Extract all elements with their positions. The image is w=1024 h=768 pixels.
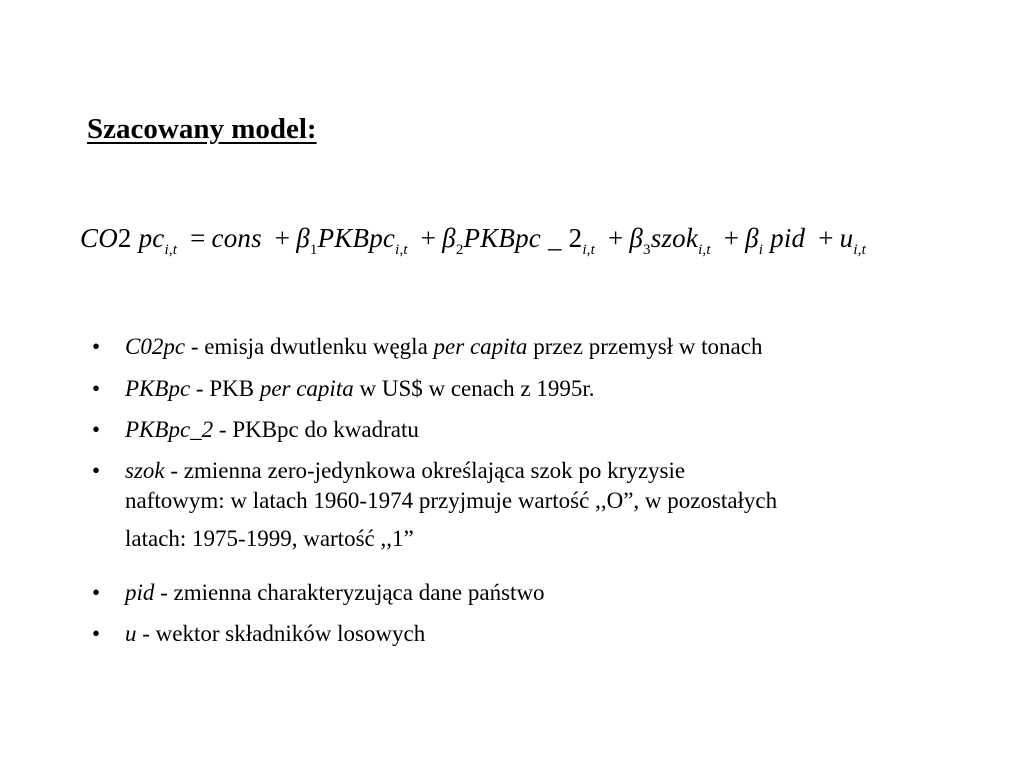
- list-item-text: [125, 458, 955, 552]
- definition-text: - zmienna zero-jedynkowa określająca szok po kryzysie: [164, 458, 686, 483]
- slide-title: Szacowany model:: [87, 113, 317, 145]
- term-pkbpc-2: PKBpc_2: [125, 417, 214, 442]
- eq-sub-b3: 3: [643, 242, 651, 258]
- eq-pkbpc: PKBpc: [463, 223, 541, 253]
- italic-text: per capita: [259, 376, 354, 401]
- bullet-dot: •: [92, 376, 101, 401]
- definition-text: - zmienna charakteryzująca dane państwo: [154, 580, 545, 605]
- eq-beta: β: [296, 223, 310, 253]
- term-pkbpc: PKBpc: [125, 376, 191, 401]
- bullet-dot: •: [92, 417, 101, 442]
- model-equation: [80, 223, 960, 267]
- term-szok: szok: [125, 458, 165, 483]
- definition-text: w US$ w cenach z 1995r.: [353, 376, 595, 401]
- eq-pid: pid: [770, 223, 806, 253]
- eq-2: 2: [568, 223, 583, 253]
- text-line: latach: 1975-1999, wartość ,,1”: [125, 526, 414, 551]
- definition-text: - wektor składników losowych: [136, 621, 426, 646]
- eq-sub-b2: 2: [455, 242, 464, 258]
- list-item-text: [125, 417, 955, 443]
- list-item-text: [125, 334, 955, 360]
- eq-cons: cons: [211, 223, 262, 253]
- eq-co: CO: [80, 223, 118, 253]
- eq-sub-it: i,t: [853, 242, 867, 258]
- eq-plus: +: [420, 223, 437, 253]
- eq-beta: β: [442, 223, 456, 253]
- text-line: naftowym: w latach 1960-1974 przyjmuje wartość ,,O”, w pozostałych: [125, 488, 778, 513]
- definition-text: - PKB: [190, 376, 260, 401]
- eq-plus: +: [723, 223, 740, 253]
- list-item-text: [125, 376, 955, 402]
- bullet-dot: •: [92, 580, 101, 605]
- eq-plus: +: [818, 223, 834, 253]
- eq-sub-it: i,t: [582, 242, 595, 258]
- eq-u: u: [839, 223, 854, 253]
- eq-plus: +: [607, 223, 624, 253]
- eq-pc: pc: [138, 223, 165, 253]
- term-co2pc: C02pc: [125, 334, 186, 359]
- definition-text: - PKBpc do kwadratu: [213, 417, 419, 442]
- eq-sub-bi: i: [758, 242, 764, 258]
- definition-text: - emisja dwutlenku węgla: [185, 334, 434, 359]
- eq-pkbpc: PKBpc: [317, 223, 396, 253]
- text-line: [125, 458, 955, 484]
- eq-plus: +: [274, 223, 291, 253]
- eq-beta: β: [745, 223, 759, 253]
- eq-szok: szok: [650, 223, 699, 253]
- eq-sub-b1: 1: [309, 242, 318, 258]
- eq-beta: β: [629, 223, 644, 253]
- bullet-dot: •: [92, 334, 101, 359]
- term-u: u: [125, 621, 137, 646]
- eq-sub-it: i,t: [395, 242, 408, 258]
- eq-underscore: _: [547, 223, 562, 253]
- definition-text: przez przemysł w tonach: [527, 334, 763, 359]
- eq-sub-it: i,t: [698, 242, 711, 258]
- list-item-text: [125, 621, 955, 647]
- term-pid: pid: [125, 580, 155, 605]
- list-item-text: [125, 580, 955, 606]
- eq-2: 2: [117, 223, 132, 253]
- eq-equals: =: [190, 223, 206, 253]
- italic-text: per capita: [433, 334, 528, 359]
- bullet-dot: •: [92, 621, 101, 646]
- bullet-dot: •: [92, 458, 101, 483]
- eq-sub-it: i,t: [164, 242, 178, 258]
